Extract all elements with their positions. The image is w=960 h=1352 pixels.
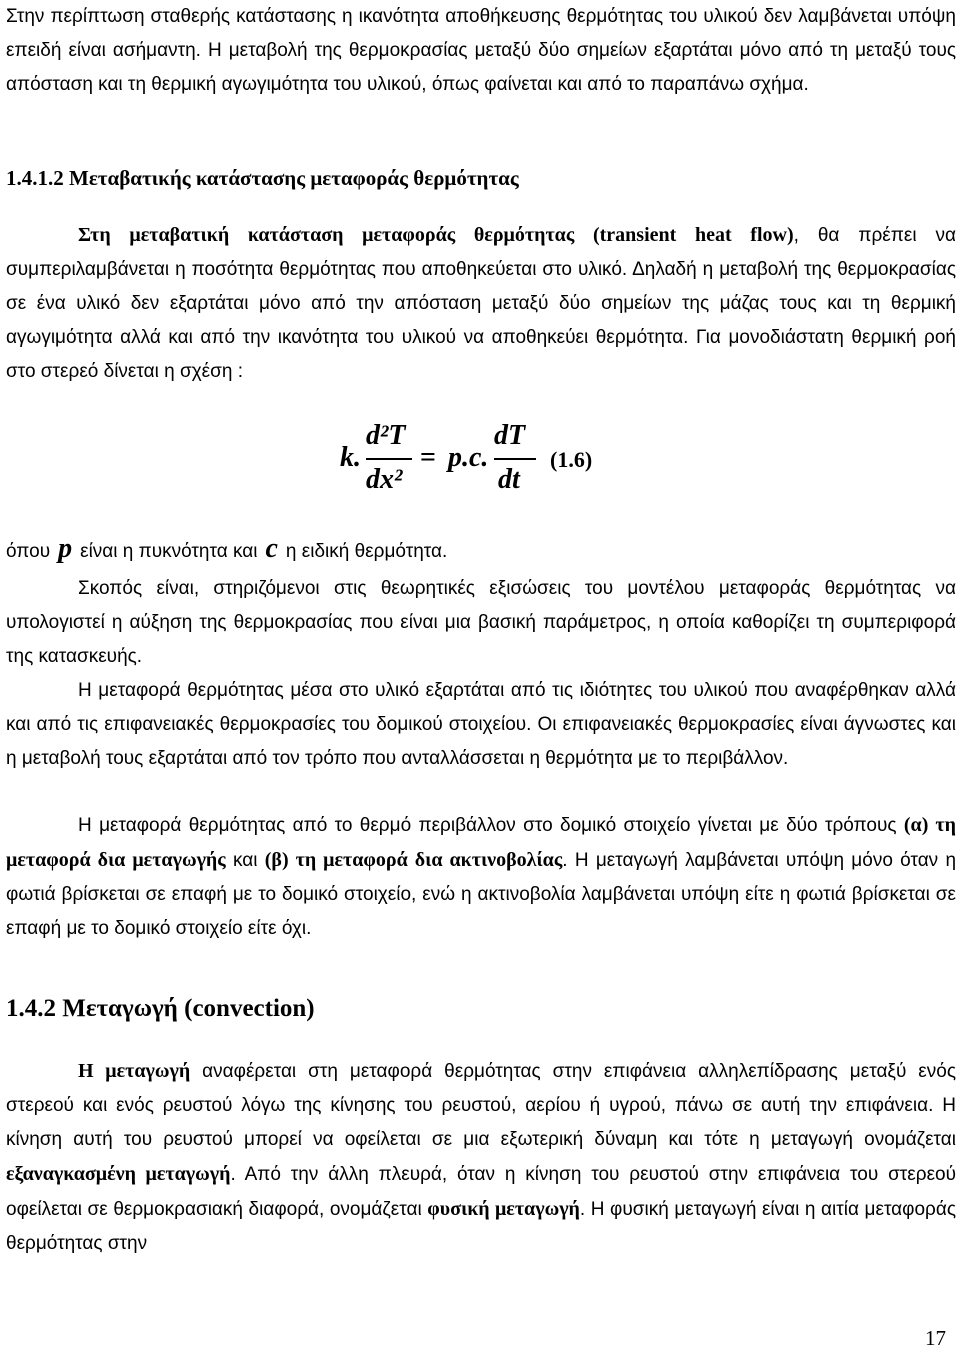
natural-convection-term: φυσική μεταγωγή bbox=[427, 1198, 580, 1220]
equation-equals: = bbox=[420, 442, 436, 473]
fraction-bar-2 bbox=[494, 458, 536, 460]
modes-text-e: . Η μεταγωγή λαμβάνεται υπόψη μόνο όταν η φωτιά βρίσκεται σε επαφή με το δομικό στοιχείο, ενώ η ακτινοβολία λαμβάνεται υπόψη είτε η φωτιά βρίσκεται σε επαφή με το δομικό στοιχείο είτε όχι. bbox=[6, 850, 957, 939]
paragraph-purpose: Σκοπός είναι, στηριζόμενοι στις θεωρητικές εξισώσεις του μοντέλου μεταφοράς θερμότητας να υπολογιστεί η αύξηση της θερμοκρασίας που είναι μια βασική παράμετρος, η οποία καθορίζει τη συμπεριφορά της κατασκευής. bbox=[6, 578, 956, 667]
symbols-text-c: η ειδική θερμότητα. bbox=[285, 541, 448, 562]
paragraph-convection bbox=[6, 1054, 956, 1261]
convection-bold-term: Η μεταγωγή bbox=[78, 1060, 191, 1082]
forced-convection-term: εξαναγκασμένη μεταγωγή bbox=[6, 1163, 231, 1185]
paragraph-heat-transfer-modes bbox=[6, 808, 956, 946]
symbol-p: p bbox=[58, 533, 73, 564]
equation-label: (1.6) bbox=[550, 447, 593, 472]
modes-text-a: Η μεταφορά θερμότητας από το θερμό περιβάλλον στο δομικό στοιχείο γίνεται με δύο τρόπους bbox=[78, 815, 904, 836]
paragraph-steady-state: Στην περίπτωση σταθερής κατάστασης η ικανότητα αποθήκευσης θερμότητας του υλικού δεν λαμβάνεται υπόψη επειδή είναι ασήμαντη. Η μεταβολή της θερμοκρασίας μεταξύ δύο σημείων εξαρτάται μόνο από τη μεταξύ τους απόσταση και τη θερμική αγωγιμότητα του υλικού, όπως φαίνεται και από το παραπάνω σχήμα. bbox=[6, 6, 956, 95]
equation-numerator-dT: dT bbox=[494, 420, 526, 451]
section-heading-transient: 1.4.1.2 Μεταβατικής κατάστασης μεταφοράς θερμότητας bbox=[6, 166, 519, 190]
paragraph-symbols bbox=[6, 532, 956, 569]
mode-radiation-term: (β) τη μεταφορά δια ακτινοβολίας bbox=[264, 849, 563, 871]
convection-text-f: . Η φυσική μεταγωγή είναι η αιτία μεταφοράς θερμότητας στην bbox=[6, 1199, 957, 1254]
transient-bold-term: Στη μεταβατική κατάσταση μεταφοράς θερμότητας (transient heat flow) bbox=[78, 224, 794, 246]
convection-text-d: . Από την άλλη πλευρά, όταν η κίνηση του ρευστού στην επιφάνεια του στερεού οφείλεται σε θερμοκρασιακή διαφορά, ονομάζεται bbox=[6, 1164, 957, 1220]
transient-text: , θα πρέπει να συμπεριλαμβάνεται η ποσότητα θερμότητας που αποθηκεύεται στο υλικό. Δηλαδή η μεταβολή της θερμοκρασίας σε ένα υλικό δεν εξαρτάται μόνο από την απόσταση μεταξύ δύο σημείων της μάζας τους και τη θερμική αγωγιμότητα αλλά και από την ικανότητα του υλικού να αποθηκεύει θερμότητα. Για μονοδιάστατη θερμική ροή στο στερεό δίνεται η σχέση : bbox=[6, 225, 956, 382]
symbols-text-b: είναι η πυκνότητα και bbox=[80, 541, 258, 562]
equation-1-6 bbox=[340, 420, 640, 500]
fraction-bar-1 bbox=[366, 458, 412, 460]
section-heading-convection: 1.4.2 Μεταγωγή (convection) bbox=[6, 995, 315, 1022]
modes-text-c: και bbox=[225, 850, 265, 871]
equation-denominator-dx2: dx² bbox=[366, 464, 403, 495]
equation-numerator-d2T: d²T bbox=[366, 420, 406, 451]
equation-pc: p.c. bbox=[448, 442, 489, 473]
mode-convection-term: (α) τη μεταφορά δια μεταγωγής bbox=[6, 814, 957, 871]
equation-denominator-dt: dt bbox=[498, 464, 520, 495]
symbol-c: c bbox=[265, 533, 278, 564]
paragraph-transient bbox=[6, 218, 956, 389]
convection-text-b: αναφέρεται στη μεταφορά θερμότητας στην επιφάνεια αλληλεπίδρασης μεταξύ ενός στερεού και ενός ρευστού λόγω της κίνησης του ρευστού, αερίου ή υγρού, πάνω σε αυτή την επιφάνεια. Η κίνηση αυτή του ρευστού μπορεί να οφείλεται σε μια εξωτερική δύναμη και τότε η μεταγωγή ονομάζεται bbox=[6, 1061, 956, 1150]
page-number: 17 bbox=[925, 1326, 946, 1350]
equation-k: k. bbox=[340, 442, 361, 473]
paragraph-surface-temperatures: Η μεταφορά θερμότητας μέσα στο υλικό εξαρτάται από τις ιδιότητες του υλικού που αναφέρθηκαν αλλά και από τις επιφανειακές θερμοκρασίες του δομικού στοιχείου. Οι επιφανειακές θερμοκρασίες είναι άγνωστες και η μεταβολή τους εξαρτάται από τον τρόπο που ανταλλάσσεται η θερμότητα με το περιβάλλον. bbox=[6, 680, 956, 769]
symbols-text-a: όπου bbox=[6, 541, 51, 562]
